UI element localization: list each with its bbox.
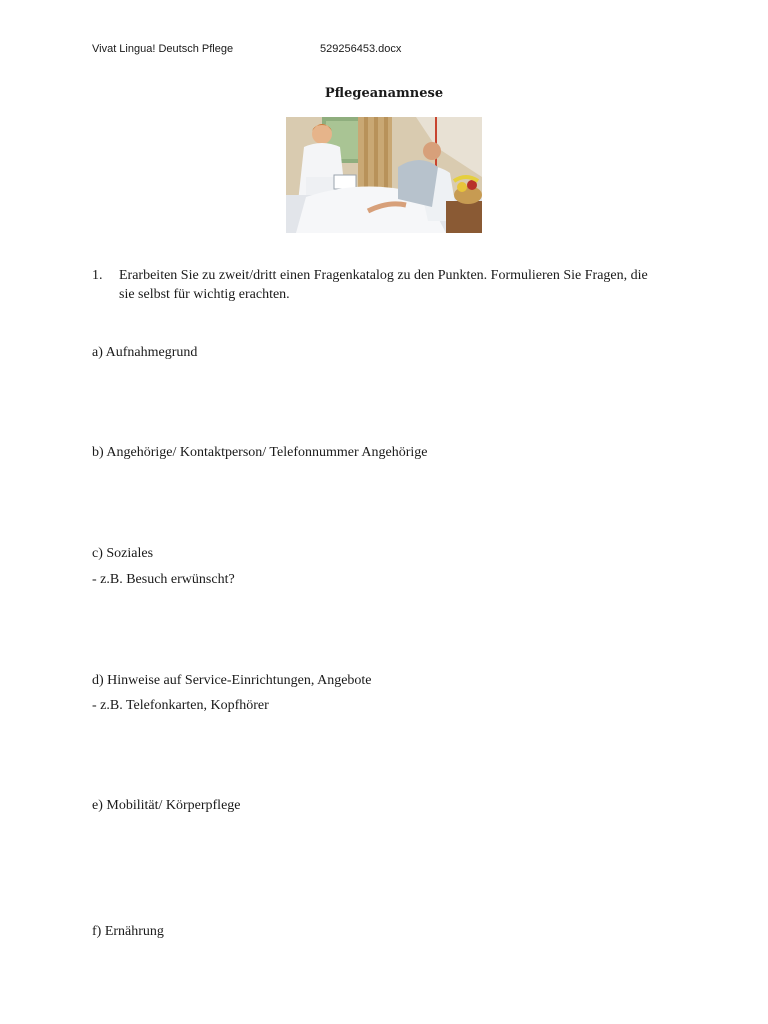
section-c-example: - z.B. Besuch erwünscht? <box>92 572 235 587</box>
section-d-heading: d) Hinweise auf Service-Einrichtungen, Angebote <box>92 673 372 688</box>
section-b-heading: b) Angehörige/ Kontaktperson/ Telefonnummer Angehörige <box>92 445 428 460</box>
section-e-heading: e) Mobilität/ Körperpflege <box>92 798 241 813</box>
task-instruction: Erarbeiten Sie zu zweit/dritt einen Fragenkatalog zu den Punkten. Formulieren Sie Fragen, die sie selbst für wichtig erachten. <box>119 268 648 302</box>
section-f-heading: f) Ernährung <box>92 924 164 939</box>
document-header-filename: 529256453.docx <box>320 43 402 55</box>
section-c-heading: c) Soziales <box>92 546 154 561</box>
page-title: Pflegeanamnese <box>324 86 444 101</box>
task-number: 1. <box>92 268 103 283</box>
document-header-left: Vivat Lingua! Deutsch Pflege <box>92 43 234 55</box>
section-d-example: - z.B. Telefonkarten, Kopfhörer <box>92 698 269 713</box>
section-a-heading: a) Aufnahmegrund <box>92 345 198 360</box>
nurse-patient-photo <box>286 117 482 233</box>
